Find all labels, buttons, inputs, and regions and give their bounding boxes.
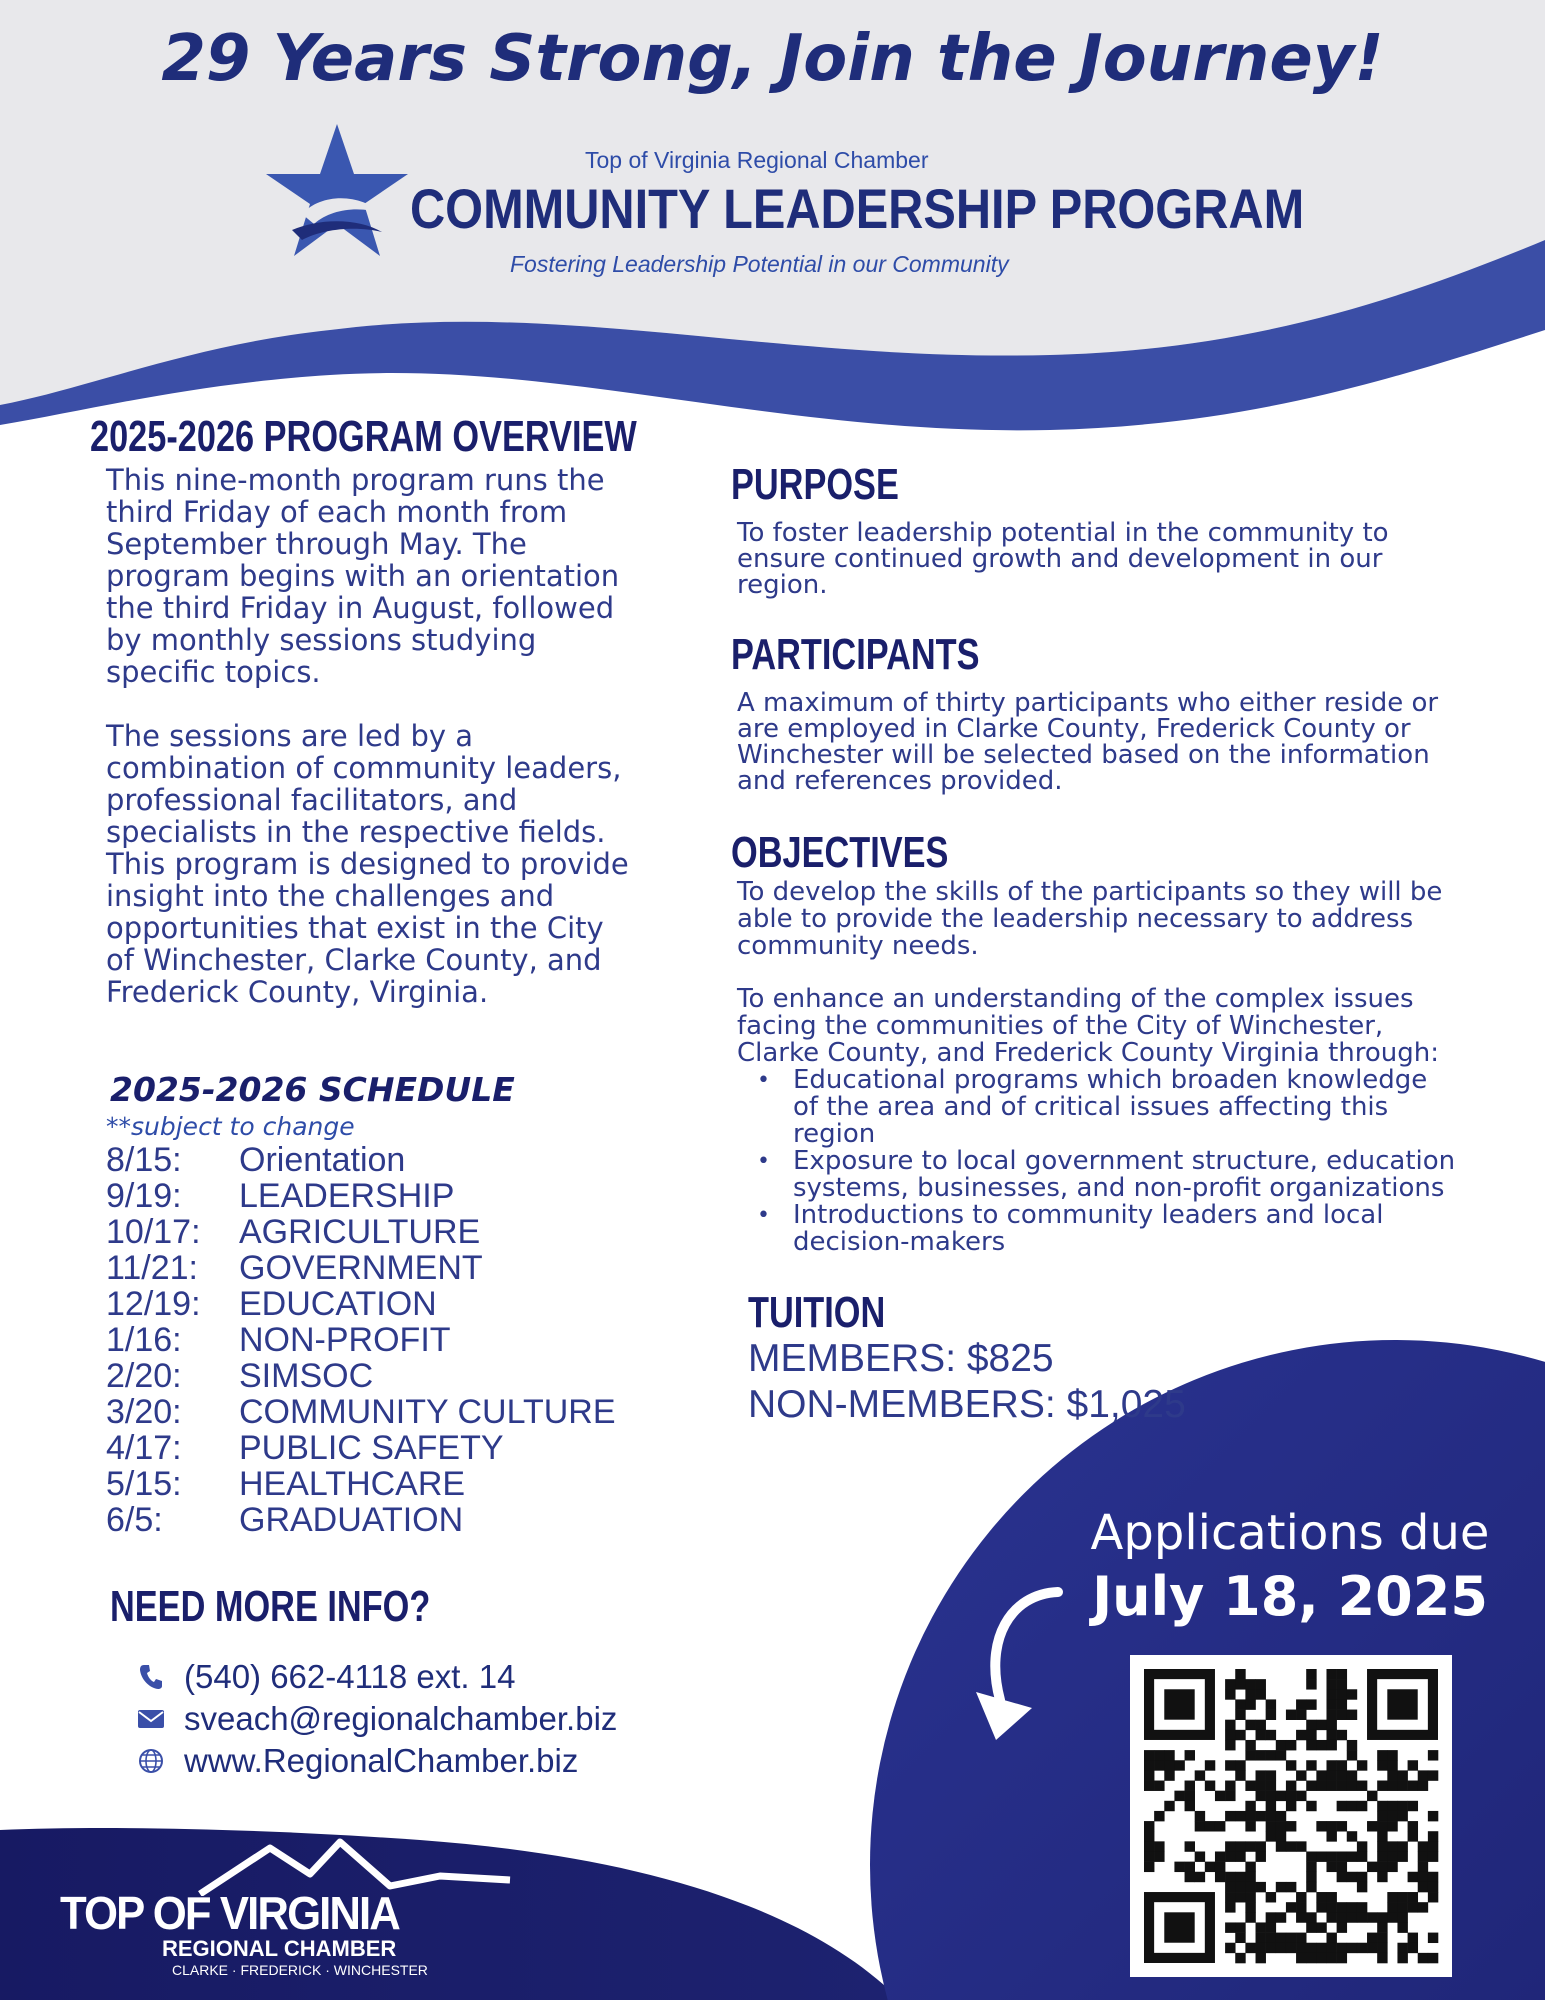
schedule-date: 9/19: <box>106 1177 182 1215</box>
website-link[interactable]: www.RegionalChamber.biz <box>184 1742 579 1779</box>
purpose-text: To foster leadership potential in the community to ensure continued growth and development in our region. <box>737 518 1389 600</box>
phone-number[interactable]: (540) 662-4118 ext. 14 <box>184 1658 516 1695</box>
objectives-bullet: • Introductions to community leaders and local decision-makers <box>793 1202 1537 1256</box>
objectives-paragraph-2: To enhance an understanding of the complex issues facing the communities of the City of Winchester, Clarke County, and Frederick County Virginia through: <box>737 984 1439 1068</box>
schedule-date: 10/17: <box>106 1213 201 1251</box>
schedule-topic: PUBLIC SAFETY <box>239 1429 504 1467</box>
schedule-topic: Orientation <box>239 1141 406 1179</box>
schedule-topic: COMMUNITY CULTURE <box>239 1393 616 1431</box>
tagline: Fostering Leadership Potential in our Community <box>510 251 1009 277</box>
schedule-row <box>106 1142 686 1178</box>
schedule-row <box>106 1250 686 1286</box>
star-logo-icon <box>262 122 412 262</box>
overview-paragraph-2: The sessions are led by a combination of community leaders, professional facilitators, and specialists in the respective fields. This program is designed to provide insight into the challenges and opportunities that exist in the City of Winchester, Clarke County, and Frederick County, Virginia. <box>106 719 629 1009</box>
schedule-topic: AGRICULTURE <box>239 1213 481 1251</box>
schedule-date: 3/20: <box>106 1393 182 1431</box>
schedule-date: 6/5: <box>106 1501 163 1539</box>
contact-email <box>132 1698 617 1740</box>
schedule-row <box>106 1394 686 1430</box>
applications-due-label: Applications due <box>1090 1505 1490 1561</box>
schedule-date: 12/19: <box>106 1285 201 1323</box>
email-icon <box>132 1704 170 1734</box>
overview-paragraph-1: This nine-month program runs the third Friday of each month from September through May. The program begins with an orientation the third Friday in August, followed by monthly sessions studying specific topics. <box>106 463 620 689</box>
schedule-topic: GOVERNMENT <box>239 1249 483 1287</box>
footer-logo-subtitle: REGIONAL CHAMBER <box>162 1936 397 1961</box>
schedule-row <box>106 1322 686 1358</box>
curved-arrow-icon <box>970 1580 1070 1750</box>
schedule-list <box>106 1142 686 1538</box>
schedule-date: 4/17: <box>106 1429 182 1467</box>
purpose-title: PURPOSE <box>731 460 899 509</box>
contact-title: NEED MORE INFO? <box>110 1582 431 1631</box>
schedule-date: 11/21: <box>106 1249 199 1287</box>
schedule-date: 1/16: <box>106 1321 182 1359</box>
schedule-row <box>106 1466 686 1502</box>
phone-icon <box>132 1662 170 1692</box>
objectives-bullet: • Educational programs which broaden knowledge of the area and of critical issues affecting this region <box>793 1067 1537 1148</box>
schedule-row <box>106 1178 686 1214</box>
participants-title: PARTICIPANTS <box>731 630 980 679</box>
schedule-row <box>106 1214 686 1250</box>
schedule-row <box>106 1502 686 1538</box>
footer-logo <box>60 1836 460 1976</box>
objectives-bullet: • Exposure to local government structure, education systems, businesses, and non-profit organizations <box>793 1148 1537 1202</box>
schedule-note: **subject to change <box>106 1112 355 1141</box>
footer-logo-name: TOP OF VIRGINIA <box>60 1887 399 1939</box>
organization-name: Top of Virginia Regional Chamber <box>585 147 929 173</box>
schedule-row <box>106 1286 686 1322</box>
schedule-date: 5/15: <box>106 1465 182 1503</box>
schedule-topic: LEADERSHIP <box>239 1177 455 1215</box>
globe-icon <box>132 1746 170 1776</box>
schedule-row <box>106 1358 686 1394</box>
contact-phone <box>132 1656 617 1698</box>
contact-website <box>132 1740 617 1782</box>
objectives-title: OBJECTIVES <box>731 828 949 877</box>
email-address[interactable]: sveach@regionalchamber.biz <box>184 1700 618 1737</box>
tuition-members: MEMBERS: $825 <box>748 1337 1054 1380</box>
schedule-topic: EDUCATION <box>239 1285 437 1323</box>
headline: 29 Years Strong, Join the Journey! <box>161 22 1384 96</box>
qr-code[interactable] <box>1130 1655 1452 1977</box>
applications-due-date: July 18, 2025 <box>1092 1565 1488 1628</box>
schedule-date: 8/15: <box>106 1141 182 1179</box>
schedule-topic: GRADUATION <box>239 1501 464 1539</box>
schedule-topic: SIMSOC <box>239 1357 374 1395</box>
schedule-row <box>106 1430 686 1466</box>
overview-title: 2025-2026 PROGRAM OVERVIEW <box>90 412 637 461</box>
tuition-title: TUITION <box>748 1288 886 1337</box>
footer-logo-localities: CLARKE · FREDERICK · WINCHESTER <box>172 1962 428 1978</box>
schedule-date: 2/20: <box>106 1357 182 1395</box>
schedule-topic: NON-PROFIT <box>239 1321 451 1359</box>
tuition-non-members: NON-MEMBERS: $1,025 <box>748 1383 1186 1426</box>
contact-list <box>132 1656 617 1782</box>
schedule-topic: HEALTHCARE <box>239 1465 466 1503</box>
objectives-body <box>737 879 1537 1256</box>
participants-text: A maximum of thirty participants who either reside or are employed in Clarke County, Frederick County or Winchester will be selected based on the information and references provided. <box>737 688 1439 796</box>
objectives-paragraph-1: To develop the skills of the participants so they will be able to provide the leadership necessary to address community needs. <box>737 877 1443 961</box>
qr-code-image <box>1130 1655 1452 1977</box>
schedule-title: 2025-2026 SCHEDULE <box>110 1070 515 1109</box>
overview-body <box>106 464 686 1008</box>
objectives-bullets <box>737 1067 1537 1256</box>
program-name: COMMUNITY LEADERSHIP PROGRAM <box>410 177 1305 240</box>
